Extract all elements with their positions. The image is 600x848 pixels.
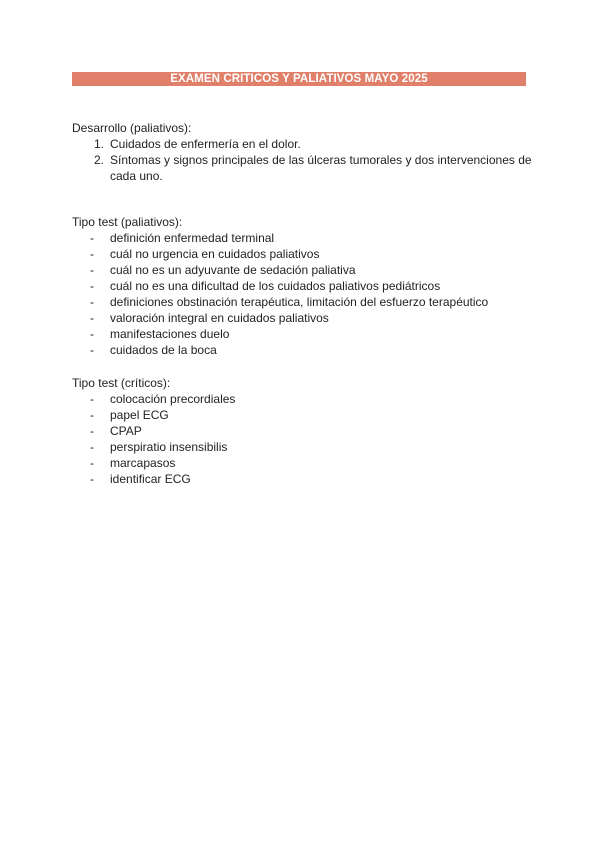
list-item-text: colocación precordiales	[110, 392, 236, 406]
section-heading: Tipo test (paliativos):	[72, 215, 183, 229]
list-item	[72, 230, 532, 246]
dash-bullet: -	[90, 440, 94, 454]
dash-bullet: -	[90, 263, 94, 277]
section-heading: Desarrollo (paliativos):	[72, 121, 192, 135]
list-item	[72, 391, 532, 407]
list-item-text: cuál no urgencia en cuidados paliativos	[110, 247, 320, 261]
dash-bullet: -	[90, 279, 94, 293]
dash-bullet: -	[90, 456, 94, 470]
list-item-text: Síntomas y signos principales de las úlceras tumorales y dos intervenciones de cada uno.	[110, 153, 532, 183]
dash-bullet: -	[90, 408, 94, 422]
list-item	[72, 342, 532, 358]
list-item	[72, 246, 532, 262]
list-item-text: cuál no es un adyuvante de sedación paliativa	[110, 263, 356, 277]
numbered-list	[72, 136, 532, 184]
section-test-paliativos	[72, 214, 532, 358]
dash-bullet: -	[90, 343, 94, 357]
list-item	[72, 326, 532, 342]
list-item	[72, 278, 532, 294]
bullet-list	[72, 391, 532, 487]
list-item-text: manifestaciones duelo	[110, 327, 230, 341]
list-item-text: cuidados de la boca	[110, 343, 217, 357]
list-item-text: definición enfermedad terminal	[110, 231, 275, 245]
list-item	[72, 407, 532, 423]
list-item	[72, 471, 532, 487]
list-item-text: CPAP	[110, 424, 142, 438]
dash-bullet: -	[90, 392, 94, 406]
list-item	[72, 423, 532, 439]
list-item	[72, 262, 532, 278]
section-test-criticos	[72, 375, 532, 487]
list-item-text: definiciones obstinación terapéutica, limitación del esfuerzo terapéutico	[110, 295, 489, 309]
list-item-text: papel ECG	[110, 408, 169, 422]
list-item	[72, 294, 532, 310]
list-item-text: cuál no es una dificultad de los cuidados paliativos pediátricos	[110, 279, 441, 293]
list-item	[72, 439, 532, 455]
dash-bullet: -	[90, 424, 94, 438]
dash-bullet: -	[90, 472, 94, 486]
dash-bullet: -	[90, 247, 94, 261]
list-item-text: Cuidados de enfermería en el dolor.	[110, 137, 301, 151]
dash-bullet: -	[90, 311, 94, 325]
section-desarrollo	[72, 120, 532, 184]
list-item-text: marcapasos	[110, 456, 176, 470]
list-number: 1.	[93, 137, 104, 151]
document-title: EXAMEN CRITICOS Y PALIATIVOS MAYO 2025	[72, 72, 526, 86]
list-item-text: perspiratio insensibilis	[110, 440, 228, 454]
dash-bullet: -	[90, 295, 94, 309]
section-heading: Tipo test (críticos):	[72, 376, 171, 390]
list-item-text: valoración integral en cuidados paliativos	[110, 311, 329, 325]
list-item-text: identificar ECG	[110, 472, 191, 486]
bullet-list	[72, 230, 532, 358]
list-item	[72, 136, 532, 152]
dash-bullet: -	[90, 327, 94, 341]
list-item	[72, 310, 532, 326]
dash-bullet: -	[90, 231, 94, 245]
list-item	[72, 455, 532, 471]
list-item	[72, 152, 532, 184]
list-number: 2.	[93, 153, 104, 167]
